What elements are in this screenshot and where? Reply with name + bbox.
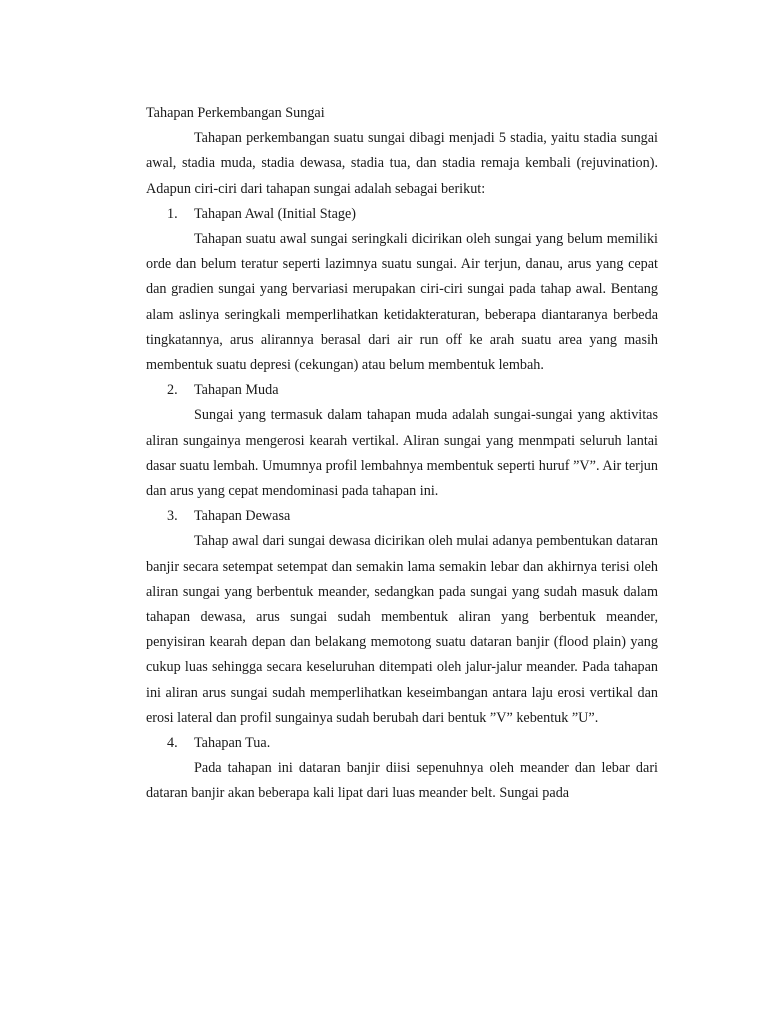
document-page xyxy=(146,101,658,807)
section-heading xyxy=(146,202,658,227)
section-body: Pada tahapan ini dataran banjir diisi sepenuhnya oleh meander dan lebar dari dataran banjir akan beberapa kali lipat dari luas meander belt. Sungai pada xyxy=(146,760,658,802)
section-heading-text: Tahapan Dewasa xyxy=(194,508,291,525)
section-old-stage xyxy=(146,731,658,807)
section-body: Tahap awal dari sungai dewasa dicirikan oleh mulai adanya pembentukan dataran banjir secara setempat setempat dan semakin lama semakin lebar dan akhirnya terisi oleh aliran sungai yang berbentuk meander, sedangkan pada sungai yang sudah masuk dalam tahapan dewasa, arus sungai sudah membentuk aliran yang berbentuk meander, penyisiran kearah depan dan belakang memotong suatu dataran banjir (flood plain) yang cukup luas sehingga secara keseluruhan ditempati oleh jalur-jalur meander. Pada tahapan ini aliran arus sungai sudah memperlihatkan keseimbangan antara laju erosi vertikal dan erosi lateral dan profil sungainya sudah berubah dari bentuk ”V” kebentuk ”U”. xyxy=(146,533,658,726)
document-title: Tahapan Perkembangan Sungai xyxy=(146,105,325,121)
intro-paragraph: Tahapan perkembangan suatu sungai dibagi menjadi 5 stadia, yaitu stadia sungai awal, stadia muda, stadia dewasa, stadia tua, dan stadia remaja kembali (rejuvination). Adapun ciri-ciri dari tahapan sungai adalah sebagai berikut: xyxy=(146,130,658,197)
section-heading-text: Tahapan Muda xyxy=(194,382,279,399)
section-number: 2. xyxy=(167,382,178,399)
section-heading xyxy=(146,378,658,403)
section-initial-stage xyxy=(146,202,658,378)
section-body: Tahapan suatu awal sungai seringkali dicirikan oleh sungai yang belum memiliki orde dan belum teratur seperti lazimnya suatu sungai. Air terjun, danau, arus yang cepat dan gradien sungai yang bervariasi merupakan ciri-ciri sungai pada tahap awal. Bentang alam aslinya seringkali memperlihatkan ketidakteraturan, beberapa diantaranya berbeda tingkatannya, arus alirannya berasal dari air run off ke arah suatu area yang masih membentuk suatu depresi (cekungan) atau belum membentuk lembah. xyxy=(146,231,658,374)
section-heading xyxy=(146,504,658,529)
section-heading-text: Tahapan Tua. xyxy=(194,735,271,752)
section-young-stage xyxy=(146,378,658,504)
section-number: 1. xyxy=(167,205,178,222)
section-number: 4. xyxy=(167,735,178,752)
section-mature-stage xyxy=(146,504,658,731)
section-heading-text: Tahapan Awal (Initial Stage) xyxy=(194,205,356,222)
section-body: Sungai yang termasuk dalam tahapan muda adalah sungai-sungai yang aktivitas aliran sungainya mengerosi kearah vertikal. Aliran sungai yang menmpati seluruh lantai dasar suatu lembah. Umumnya profil lembahnya membentuk seperti huruf ”V”. Air terjun dan arus yang cepat mendominasi pada tahapan ini. xyxy=(146,407,658,500)
section-heading xyxy=(146,731,658,756)
section-number: 3. xyxy=(167,508,178,525)
